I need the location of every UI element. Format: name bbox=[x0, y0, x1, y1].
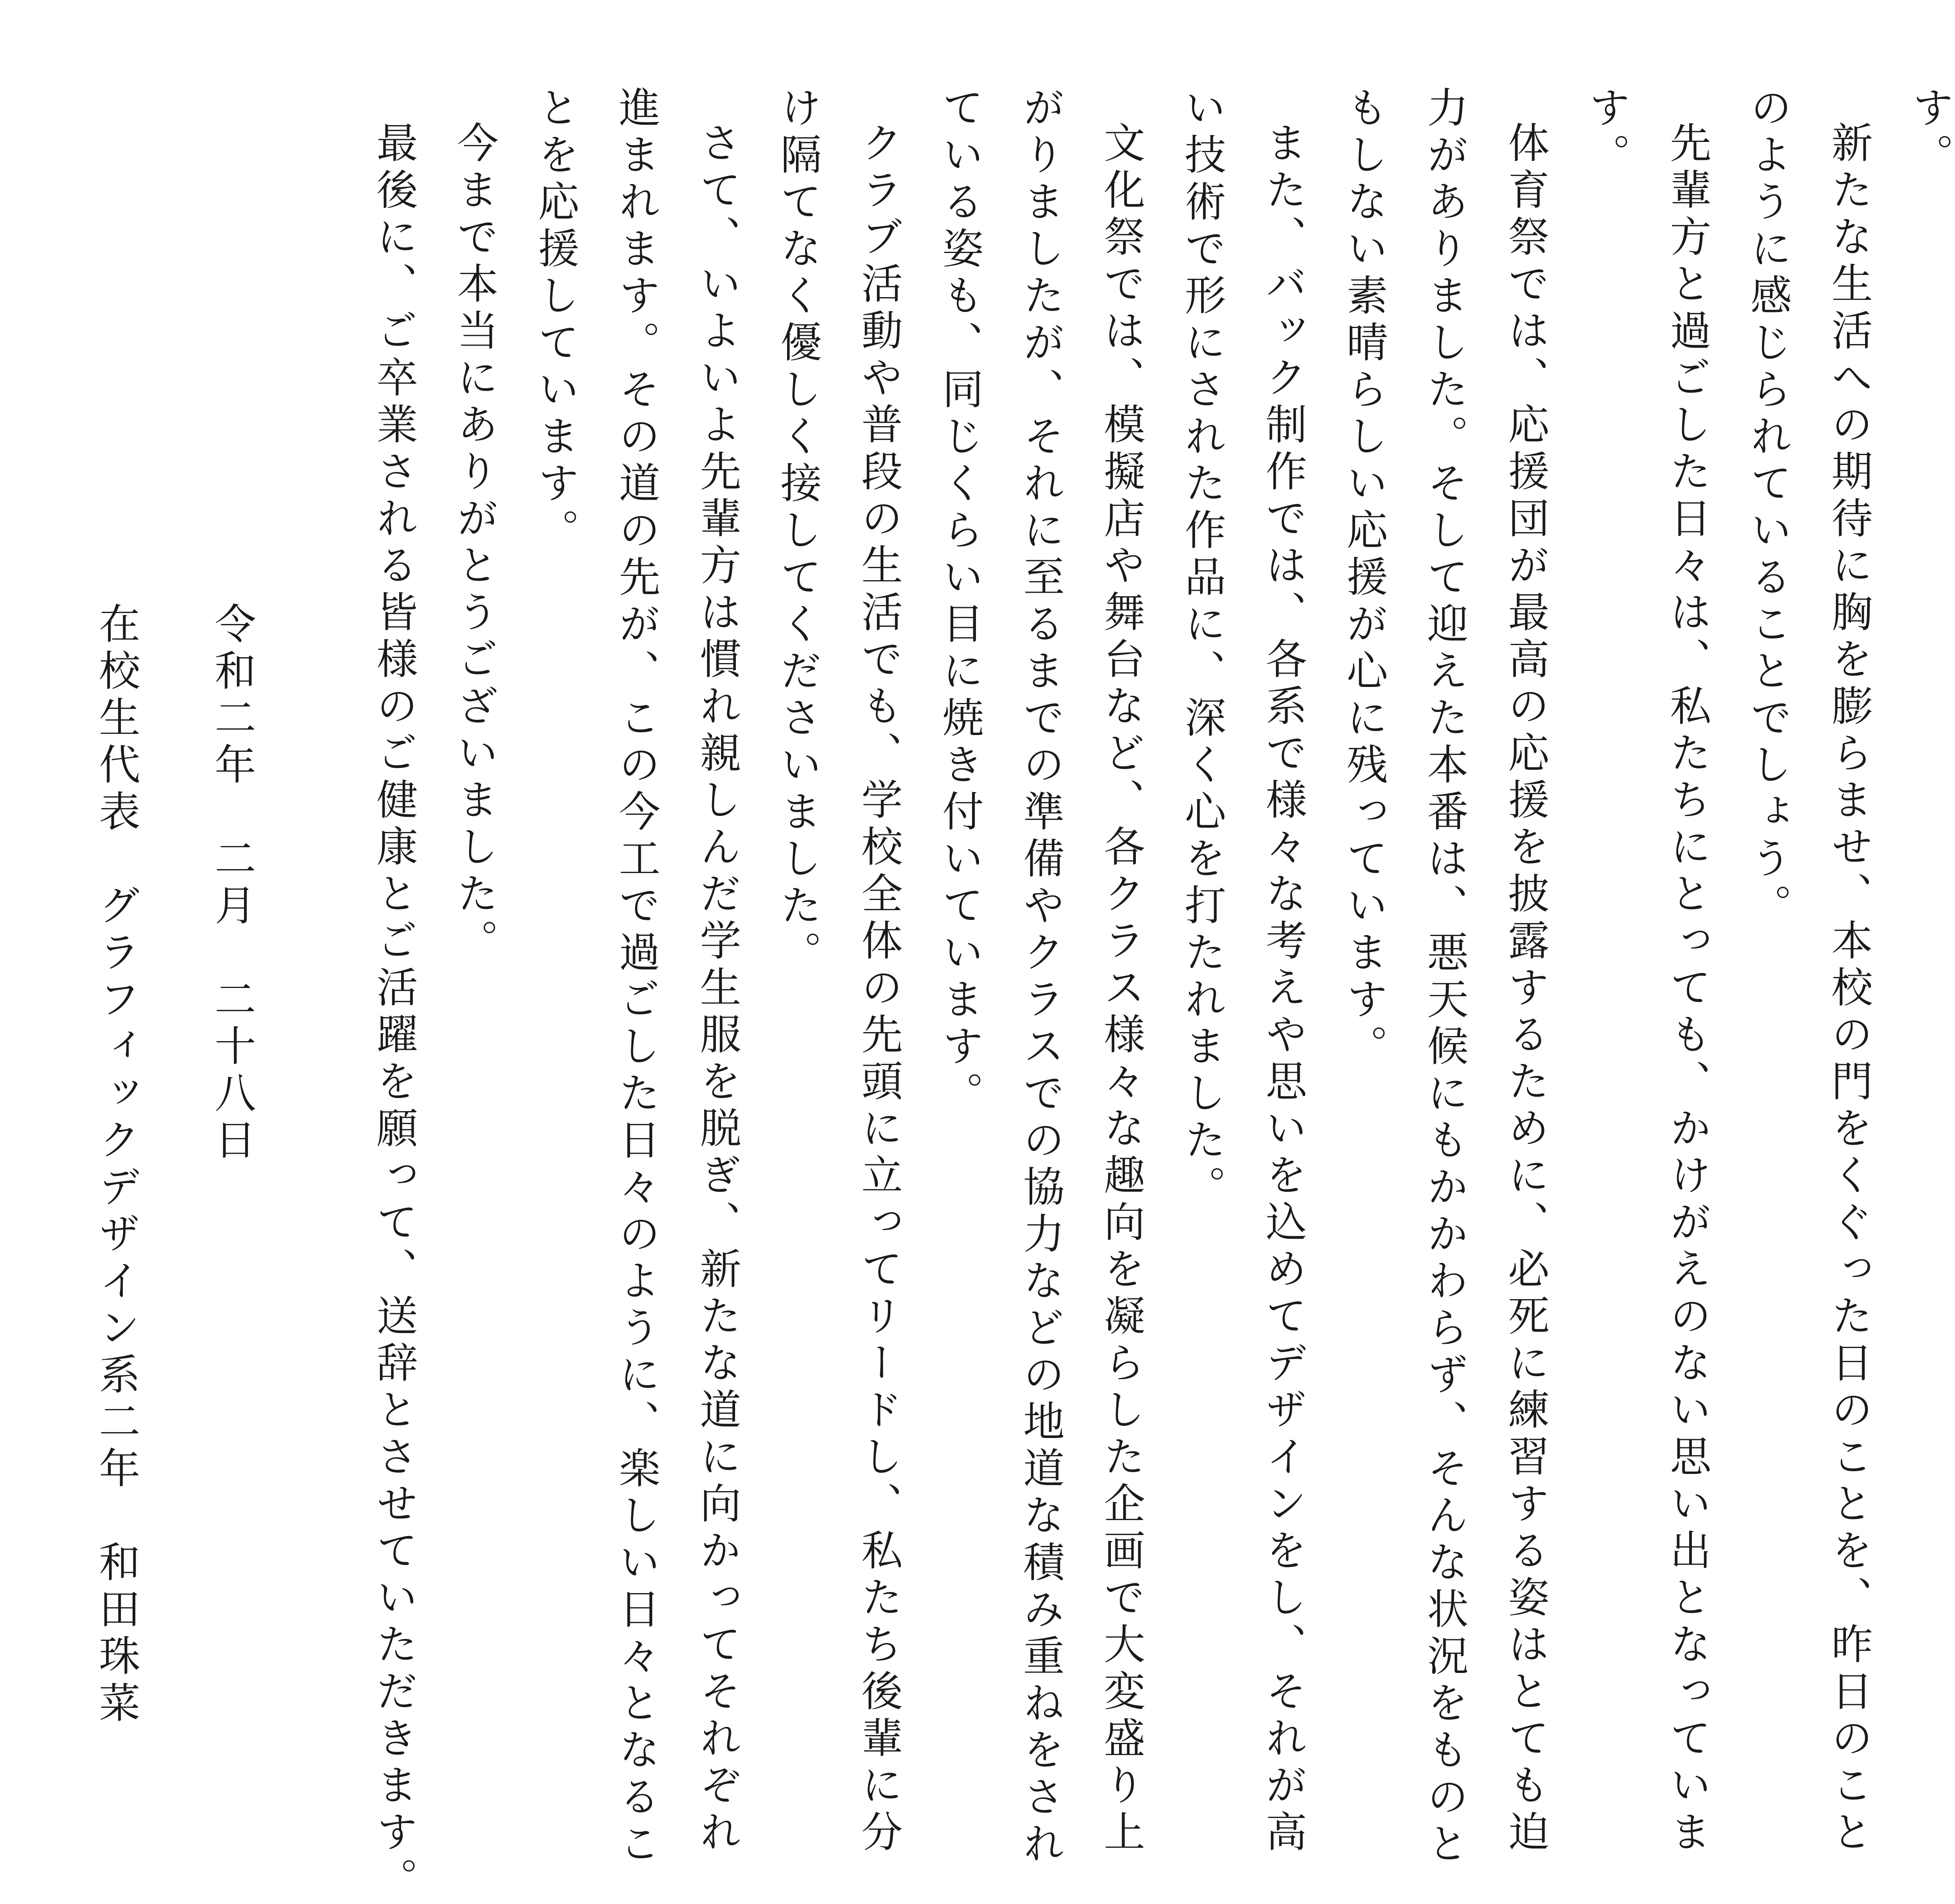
body-line-18: け隔てなく優しく接してくださいました。 bbox=[774, 86, 822, 977]
body-line-9: 体育祭では、応援団が最高の応援を披露するために、必死に練習する姿はとても迫 bbox=[1501, 121, 1550, 1857]
body-line-17: クラブ活動や普段の生活でも、学校全体の先頭に立ってリードし、私たち後輩に分 bbox=[855, 121, 903, 1857]
body-line-15: がりましたが、それに至るまでの準備やクラスでの協力などの地道な積み重ねをされ bbox=[1017, 86, 1065, 1869]
body-line-21: とを応援しています。 bbox=[531, 86, 579, 555]
body-line-14: 文化祭では、模擬店や舞台など、各クラス様々な趣向を凝らした企画で大変盛り上 bbox=[1097, 121, 1145, 1857]
closing-date: 令和二年 二月 二十八日 bbox=[208, 602, 256, 1165]
body-line-16: ている姿も、同じくらい目に焼き付いています。 bbox=[936, 86, 984, 1118]
body-line-22: 今まで本当にありがとうございました。 bbox=[450, 121, 499, 966]
body-line-20: 進まれます。その道の先が、この今工で過ごした日々のように、楽しい日々となるこ bbox=[612, 86, 660, 1869]
body-line-6: のように感じられていることでしょう。 bbox=[1744, 86, 1792, 930]
body-line-4: す。 bbox=[1906, 86, 1954, 180]
closing-signature: 在校生代表 グラフィックデザイン系二年 和田珠菜 bbox=[92, 602, 140, 1728]
body-line-8: す。 bbox=[1582, 86, 1630, 180]
body-line-5: 新たな生活への期待に胸を膨らませ、本校の門をくぐった日のことを、昨日のこと bbox=[1825, 121, 1873, 1857]
body-line-10: 力がありました。そして迎えた本番は、悪天候にもかかわらず、そんな状況をものと bbox=[1421, 86, 1469, 1869]
body-line-13: い技術で形にされた作品に、深く心を打たれました。 bbox=[1178, 86, 1226, 1212]
body-line-23: 最後に、ご卒業される皆様のご健康とご活躍を願って、送辞とさせていただきます。 bbox=[370, 121, 418, 1904]
body-line-11: もしない素晴らしい応援が心に残っています。 bbox=[1340, 86, 1388, 1071]
body-line-12: また、バック制作では、各系で様々な考えや思いを込めてデザインをし、それが高 bbox=[1259, 121, 1307, 1857]
body-line-7: 先輩方と過ごした日々は、私たちにとっても、かけがえのない思い出となっていま bbox=[1663, 121, 1711, 1857]
body-line-19: さて、いよいよ先輩方は慣れ親しんだ学生服を脱ぎ、新たな道に向かってそれぞれ bbox=[693, 121, 741, 1857]
